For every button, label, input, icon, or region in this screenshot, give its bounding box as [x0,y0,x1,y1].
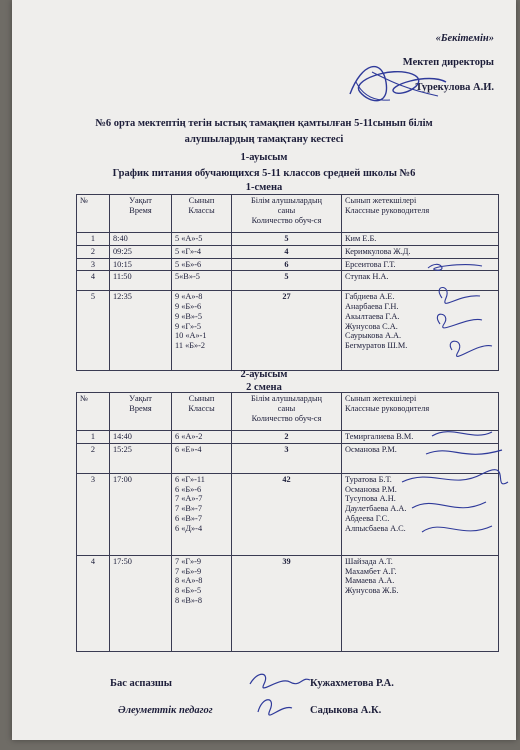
text-line: 8 «А»-8 [175,576,203,586]
student-count-cell [232,271,342,291]
text-line: 3 [90,474,96,484]
text-line: 7 «В»-7 [175,504,202,514]
text-line: Саурыкова А.А. [345,331,402,341]
text-line: 9 «Б»-6 [175,302,202,312]
text-line: 9 «Г»-5 [175,321,202,331]
time-cell [110,271,172,291]
classes-cell [172,271,232,291]
text-line: 8:40 [113,234,128,243]
text-line: Османова Р.М. [345,444,397,454]
text-line: 3 [90,259,96,269]
text-line: 11 «Б»-2 [175,341,206,351]
classes-cell [172,291,232,371]
approval-position: Мектеп директоры [402,57,494,68]
text-line: Уақыт [129,394,152,403]
row-number-cell [77,271,110,291]
text-line: 2 [284,432,289,441]
text-line: Абдеева Г.С. [345,513,390,523]
approval-title: «Бекітемін» [435,33,494,44]
text-line: 6 «Б»-6 [175,484,202,494]
text-line: 6 «В»-7 [175,513,202,523]
shift1-ru-label: 1-смена [245,182,283,193]
text-line: Сынып [188,394,215,403]
time-cell [110,443,172,473]
text-line: 3 [284,444,289,454]
text-line: Классы [188,403,215,413]
text-line: Сынып жетекшілері [345,196,417,205]
classes-cell [172,258,232,271]
document-page [12,0,516,740]
text-line: Классные руководителя [345,205,430,215]
teachers-cell [342,555,499,651]
text-line: 10:15 [113,259,132,269]
row-number-cell [77,291,110,371]
classes-cell [172,555,232,651]
text-line: 7 «А»-7 [175,494,203,504]
text-line: Жунусова Ж.Б. [345,586,399,596]
heading-ru-title: График питания обучающихся 5-11 классов средней школы №6 [112,168,416,179]
text-line: 4 [90,556,96,566]
text-line: 17:00 [113,474,132,484]
text-line: Сынып жетекшілері [345,394,417,403]
student-count-cell [232,431,342,444]
row-number-cell [77,555,110,651]
student-count-cell [232,233,342,246]
text-line: Бегмуратов Ш.М. [345,341,408,351]
teacher-signatures-shift2 [392,422,512,552]
text-line: Шайзада А.Т. [345,556,393,566]
row-number-cell [77,233,110,246]
student-count-cell [232,473,342,555]
approval-director-name: Турекулова А.И. [415,82,494,93]
text-line: 15:25 [113,444,132,454]
shift2-kz-label: 2-ауысым [240,369,288,380]
text-line: Ерсеитова Г.Т. [345,259,396,269]
text-line: Классные руководителя [345,403,430,413]
cook-role: Бас аспазшы [110,678,172,689]
text-line: 5 [90,292,96,302]
text-line: 5 [284,272,289,282]
text-line: Тусупова А.Н. [345,494,396,504]
pedagog-role: Әлеуметтік педагог [118,705,213,716]
text-line: саны [277,205,296,215]
text-line: Сынып [188,196,215,205]
time-cell [110,233,172,246]
text-line: Ким Е.Б. [345,234,377,243]
text-line: Османова Р.М. [345,484,397,494]
heading-kz-line1: №6 орта мектептің тегін ыстық тамақпен қамтылған 5-11сынып білім [95,118,433,129]
text-line: № [80,196,88,205]
row-number-cell [77,258,110,271]
classes-cell [172,233,232,246]
text-line: 7 «Б»-9 [175,566,202,576]
classes-cell [172,245,232,258]
shift2-ru-label: 2 смена [246,382,282,393]
text-line: 39 [282,556,291,566]
text-line: Даулетбаева А.А. [345,504,407,514]
table-header-row [77,195,499,233]
text-line: Количество обуч-ся [251,413,322,423]
text-line: 5 «Б»-6 [175,259,202,269]
header-time [110,195,172,233]
teacher-signatures-shift1 [422,254,502,364]
text-line: Время [129,403,152,413]
text-line: Уақыт [129,196,152,205]
text-line: 5 «А»-5 [175,234,203,243]
row-number-cell [77,443,110,473]
text-line: 42 [282,474,291,484]
classes-cell [172,443,232,473]
row-number-cell [77,245,110,258]
time-cell [110,473,172,555]
student-count-cell [232,245,342,258]
text-line: 12:35 [113,292,132,302]
text-line: Білім алушылардың [251,196,322,205]
text-line: Классы [188,205,215,215]
header-num [77,195,110,233]
text-line: 8 «Б»-5 [175,586,202,596]
text-line: 9 «В»-5 [175,311,202,321]
text-line: 11:50 [113,272,132,282]
time-cell [110,291,172,371]
student-count-cell [232,258,342,271]
text-line: 6 «А»-2 [175,432,203,441]
text-line: 17:50 [113,556,132,566]
text-line: 4 [90,272,96,282]
text-line: 9 «А»-8 [175,292,203,302]
header-count [232,195,342,233]
text-line: Габдиева А.Е. [345,292,395,302]
time-cell [110,245,172,258]
text-line: Туратова Б.Т. [345,474,392,484]
time-cell [110,258,172,271]
header-num [77,393,110,431]
text-line: 14:40 [113,432,132,441]
cook-name: Кужахметова Р.А. [310,678,394,689]
text-line: Керимкулова Ж.Д. [345,246,411,256]
text-line: 09:25 [113,246,132,256]
table-row [77,555,499,651]
table-row [77,233,499,246]
header-time [110,393,172,431]
text-line: Алпысбаева А.С. [345,523,406,533]
time-cell [110,431,172,444]
text-line: Мамаева А.А. [345,576,395,586]
text-line: Ступак Н.А. [345,272,389,282]
teachers-cell [342,233,499,246]
text-line: Акылтаева Г.А. [345,311,400,321]
text-line: 6 «Е»-4 [175,444,202,454]
text-line: саны [277,403,296,413]
header-class [172,195,232,233]
time-cell [110,555,172,651]
pedagog-signature [252,692,298,720]
text-line: 6 «Д»-4 [175,523,203,533]
text-line: 1 [90,234,96,243]
text-line: 5«В»-5 [175,272,200,282]
student-count-cell [232,291,342,371]
text-line: Білім алушылардың [251,394,322,403]
header-class [172,393,232,431]
row-number-cell [77,431,110,444]
student-count-cell [232,443,342,473]
shift1-kz-label: 1-ауысым [240,152,288,163]
text-line: 6 «Г»-11 [175,474,205,484]
text-line: Темиргалиева В.М. [345,432,414,441]
text-line: Жунусова С.А. [345,321,398,331]
text-line: 6 [284,259,289,269]
text-line: 2 [90,246,96,256]
text-line: 5 «Г»-4 [175,246,202,256]
classes-cell [172,473,232,555]
text-line: 8 «В»-8 [175,595,202,605]
cook-signature [246,666,312,694]
header-count [232,393,342,431]
classes-cell [172,431,232,444]
text-line: 2 [90,444,96,454]
text-line: 7 «Г»-9 [175,556,202,566]
text-line: 1 [90,432,96,441]
student-count-cell [232,555,342,651]
text-line: Время [129,205,152,215]
row-number-cell [77,473,110,555]
text-line: 10 «А»-1 [175,331,207,341]
heading-kz-line2: алушылардың тамақтану кестесі [184,134,344,145]
text-line: 27 [282,292,291,302]
text-line: 4 [284,246,289,256]
text-line: № [80,394,88,403]
text-line: Анарбаева Г.Н. [345,302,399,312]
text-line: 5 [284,234,289,243]
pedagog-name: Садыкова А.К. [310,705,382,716]
director-signature [342,52,452,112]
header-teachers [342,195,499,233]
text-line: Махамбет А.Г. [345,566,397,576]
text-line: Количество обуч-ся [251,215,322,225]
